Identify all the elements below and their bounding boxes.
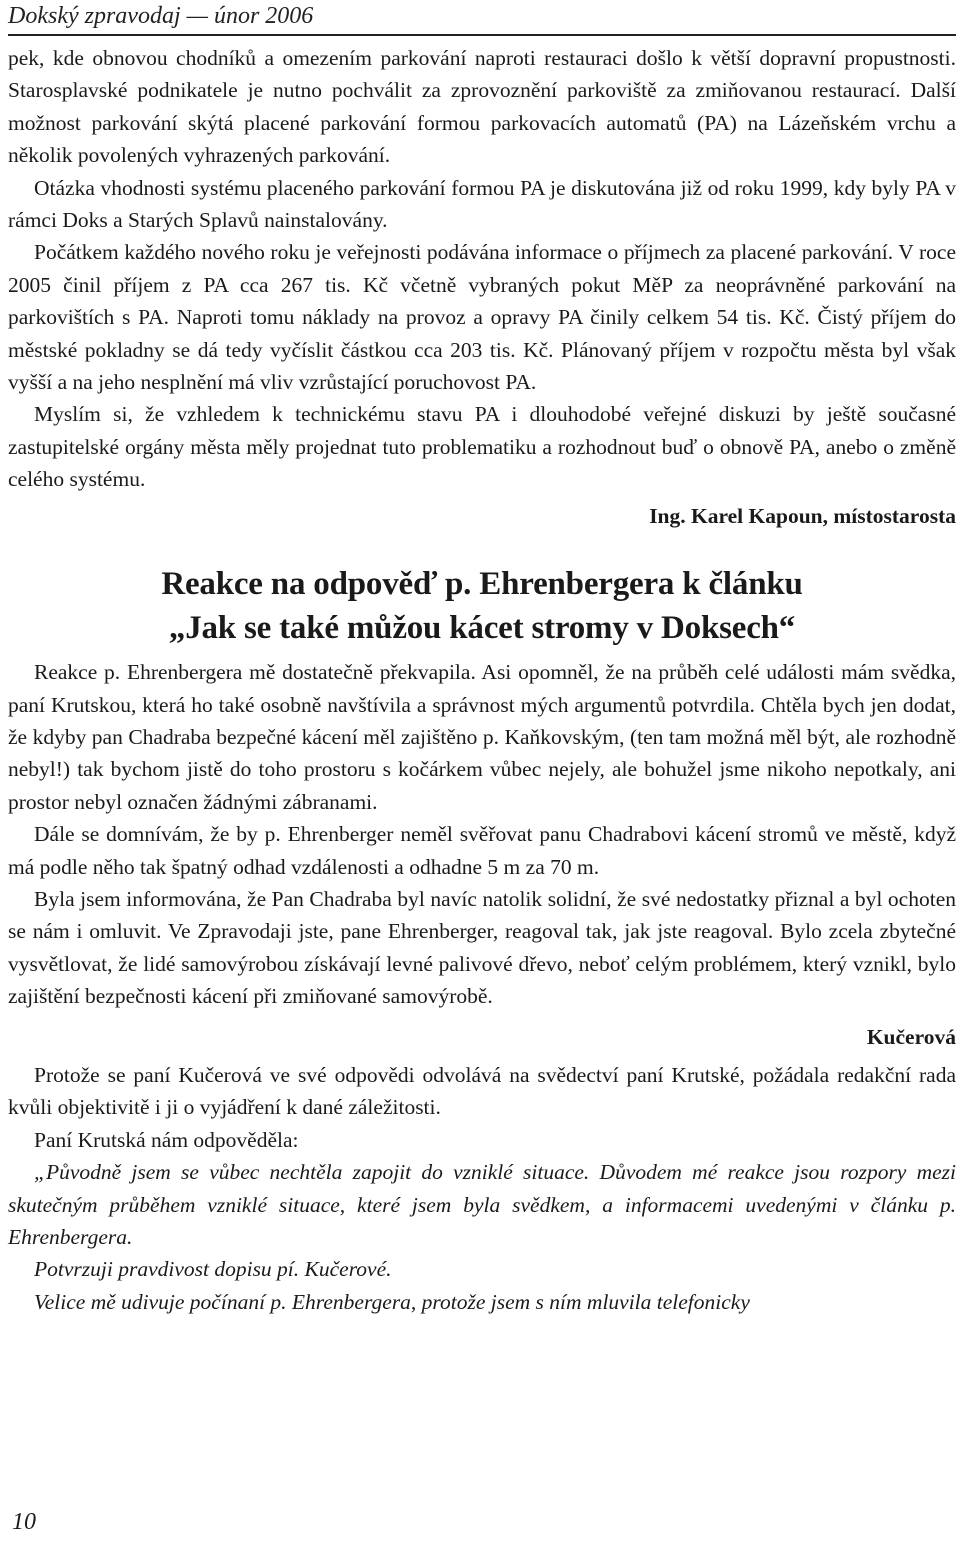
quote-paragraph-3: Velice mě udivuje počínaní p. Ehrenbergera, protože jsem s ním mluvila telefonicky — [34, 1289, 750, 1314]
article2-paragraph-3: Byla jsem informována, že Pan Chadraba byl navíc natolik solidní, že své nedostatky přiznal a byl ochoten se nám i omluvit. Ve Zpravodaji jste, pane Ehrenberger, reagoval tak, jak jste reagoval. Bylo zcela zbytečné vysvětlovat, že lidé samovýrobou získávají levné palivové dřevo, neboť celým problémem, který vznikl, bylo zajištění bezpečnosti kácení při zmiňované samovýrobě. — [8, 886, 956, 1009]
article1-paragraph-3: Počátkem každého nového roku je veřejnosti podávána informace o příjmech za placené parkování. V roce 2005 činil příjem z PA cca 267 tis. Kč včetně vybraných pokut MěP za neoprávněné parkování na parkovištích s PA. Naproti tomu náklady na provoz a opravy PA činily celkem 54 tis. Kč. Čistý příjem do městské pokladny se dá tedy vyčíslit částkou cca 203 tis. Kč. Plánovaný příjem v rozpočtu města byl však vyšší a na jeho nesplnění má vliv vzrůstající poruchovost PA. — [8, 240, 956, 395]
page-content — [8, 42, 956, 1318]
article1-paragraph-4: Myslím si, že vzhledem k technickému stavu PA i dlouhodobé veřejné diskuzi by ještě současné zastupitelské orgány města měly projednat tuto problematiku a rozhodnout buď o obnově PA, anebo o změně celého systému. — [8, 402, 956, 492]
quote-paragraph-1: „Původně jsem se vůbec nechtěla zapojit do vzniklé situace. Důvodem mé reakce jsou rozpory mezi skutečným průběhem vzniklé situace, které jsem byla svědkem, a informacemi uvedenými v článku p. Ehrenbergera. — [8, 1160, 956, 1249]
article2-paragraph-2: Dále se domnívám, že by p. Ehrenberger neměl svěřovat panu Chadrabovi kácení stromů ve městě, když má podle něho tak špatný odhad vzdálenosti a odhadne 5 m za 70 m. — [8, 822, 956, 879]
article1-paragraph-1: pek, kde obnovou chodníků a omezením parkování naproti restauraci došlo k větší dopravní propustnosti. Starosplavské podnikatele je nutno pochválit za zprovoznění parkoviště za zmiňovanou restaurací. Další možnost parkování skýtá placené parkování formou parkovacích automatů (PA) na Lázeňském vrchu a několik povolených vyhrazených parkování. — [8, 46, 956, 168]
publication-title: Dokský zpravodaj — únor 2006 — [8, 3, 314, 29]
page-header — [8, 0, 956, 36]
article1-signature: Ing. Karel Kapoun, místostarosta — [649, 503, 956, 528]
editorial-note: Protože se paní Kučerová ve své odpovědi odvolává na svědectví paní Krutské, požádala redakční rada kvůli objektivitě i ji o vyjádření k dané záležitosti. — [8, 1062, 956, 1120]
article2-title-line-2: „Jak se také můžou kácet stromy v Doksech“ — [168, 610, 796, 647]
article2-paragraph-1: Reakce p. Ehrenbergera mě dostatečně překvapila. Asi opomněl, že na průběh celé události mám svědka, paní Krutskou, která ho také osobně navštívila a správnost mých argumentů potvrdila. Chtěla bych jen dodat, že kdyby pan Chadraba bezpečné kácení měl zajištěno p. Kaňkovským, (ten tam možná měl být, ale rozhodně nebyl!) tak bychom jistě do toho prostoru s kočárkem vůbec nejely, ale bohužel jsme nikoho nepotkaly, ani prostor nebyl označen žádnými zábranami. — [8, 660, 956, 814]
editorial-intro: Paní Krutská nám odpověděla: — [34, 1127, 299, 1152]
article2-signature: Kučerová — [866, 1024, 956, 1049]
article2-title-line-1: Reakce na odpověď p. Ehrenbergera k článku — [161, 566, 803, 603]
page-number: 10 — [12, 1509, 36, 1535]
quote-paragraph-2: Potvrzuji pravdivost dopisu pí. Kučerové. — [34, 1257, 392, 1282]
article1-paragraph-2: Otázka vhodnosti systému placeného parkování formou PA je diskutována již od roku 1999, kdy byly PA v rámci Doks a Starých Splavů nainstalovány. — [8, 175, 956, 233]
article2-title — [8, 562, 956, 650]
